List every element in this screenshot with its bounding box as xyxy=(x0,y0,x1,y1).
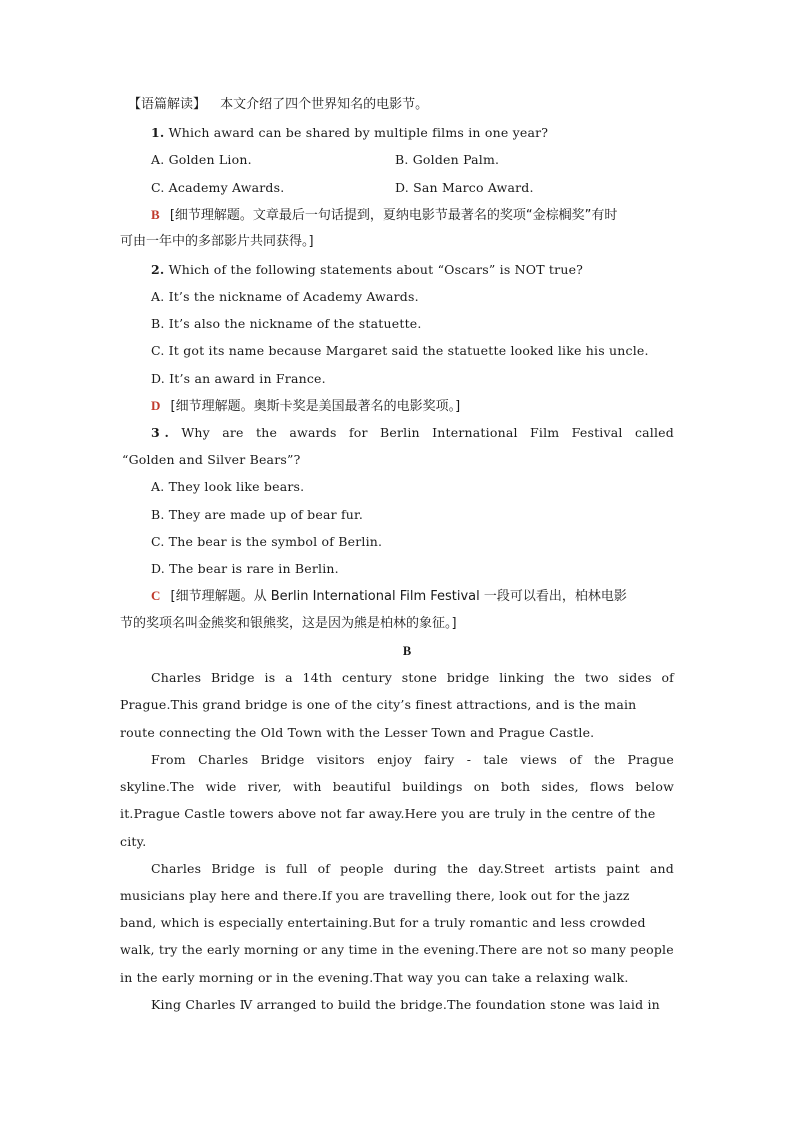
answer-letter: B xyxy=(151,207,160,222)
question-stem: Which award can be shared by multiple films in one year? xyxy=(168,125,549,140)
stem-word: Berlin xyxy=(380,425,420,440)
stem-word: for xyxy=(348,425,368,440)
q2-option-c: C. It got its name because Margaret said the statuette looked like his uncle. xyxy=(151,343,649,358)
stem-word: Festival xyxy=(571,425,623,440)
q2-option-b: B. It’s also the nickname of the statuette. xyxy=(151,316,422,331)
intro-tag: 【语篇解读】 xyxy=(128,97,207,112)
answer-explanation: [细节理解题。奥斯卡奖是美国最著名的电影奖项。] xyxy=(170,399,461,414)
question-number: 3 . xyxy=(151,425,170,440)
paragraph-1-line: route connecting the Old Town with the Lesser Town and Prague Castle. xyxy=(120,725,595,740)
intro-text: 本文介绍了四个世界知名的电影节。 xyxy=(220,97,429,112)
paragraph-2-line: skyline.The wide river, with beautiful buildings on both sides, flows below xyxy=(120,779,674,794)
q3-option-d: D. The bear is rare in Berlin. xyxy=(151,561,339,576)
q2-answer-line xyxy=(151,398,460,415)
paragraph-3-line: Charles Bridge is full of people during the day.Street artists paint and xyxy=(151,861,674,876)
answer-letter: C xyxy=(151,588,161,603)
reading-intro xyxy=(128,97,428,113)
stem-word: Why xyxy=(181,425,210,440)
q1-option-a: A. Golden Lion. xyxy=(151,152,252,167)
q2-option-d: D. It’s an award in France. xyxy=(151,371,326,386)
paragraph-2-line: From Charles Bridge visitors enjoy fairy - tale views of the Prague xyxy=(151,752,674,767)
q3-option-b: B. They are made up of bear fur. xyxy=(151,507,364,522)
paragraph-3-line: band, which is especially entertaining.But for a truly romantic and less crowded xyxy=(120,915,646,930)
paragraph-3-line: walk, try the early morning or any time in the evening.There are not so many people xyxy=(120,942,674,957)
stem-word: are xyxy=(222,425,244,440)
q1-option-d: D. San Marco Award. xyxy=(395,180,534,195)
paragraph-4-line: King Charles Ⅳ arranged to build the bridge.The foundation stone was laid in xyxy=(151,997,660,1012)
question-stem: Which of the following statements about “Oscars” is NOT true? xyxy=(168,262,584,277)
stem-word: International xyxy=(432,425,518,440)
q3-option-c: C. The bear is the symbol of Berlin. xyxy=(151,534,383,549)
paragraph-3-line: in the early morning or in the evening.That way you can take a relaxing walk. xyxy=(120,970,629,985)
answer-explanation: [细节理解题。从 Berlin International Film Festival 一段可以看出，柏林电影 xyxy=(170,589,627,604)
stem-word: Film xyxy=(530,425,560,440)
question-3 xyxy=(151,425,674,441)
paragraph-1-line: Charles Bridge is a 14th century stone bridge linking the two sides of xyxy=(151,670,674,685)
q2-option-a: A. It’s the nickname of Academy Awards. xyxy=(151,289,419,304)
q3-answer-line xyxy=(151,588,627,605)
question-number: 2. xyxy=(151,262,165,277)
q1-option-c: C. Academy Awards. xyxy=(151,180,285,195)
section-heading: B xyxy=(402,644,412,658)
q3-stem-cont: “Golden and Silver Bears”? xyxy=(122,452,301,467)
paragraph-2-line: city. xyxy=(120,834,147,849)
question-1 xyxy=(151,125,548,141)
answer-explanation: [细节理解题。文章最后一句话提到，夏纳电影节最著名的奖项“金棕榈奖”有时 xyxy=(169,208,618,223)
q1-option-b: B. Golden Palm. xyxy=(395,152,500,167)
stem-word: called xyxy=(634,425,674,440)
paragraph-3-line: musicians play here and there.If you are travelling there, look out for the jazz xyxy=(120,888,630,903)
q3-explanation-cont: 节的奖项名叫金熊奖和银熊奖，这是因为熊是柏林的象征。] xyxy=(120,616,457,631)
question-number: 1. xyxy=(151,125,165,140)
q1-answer-line xyxy=(151,207,617,224)
stem-word: the xyxy=(256,425,278,440)
paragraph-1-line: Prague.This grand bridge is one of the city’s finest attractions, and is the main xyxy=(120,697,637,712)
paragraph-2-line: it.Prague Castle towers above not far away.Here you are truly in the centre of the xyxy=(120,806,656,821)
stem-word: awards xyxy=(289,425,337,440)
q1-explanation-cont: 可由一年中的多部影片共同获得。] xyxy=(120,234,314,249)
question-2 xyxy=(151,262,583,278)
q3-option-a: A. They look like bears. xyxy=(151,479,305,494)
answer-letter: D xyxy=(151,398,161,413)
